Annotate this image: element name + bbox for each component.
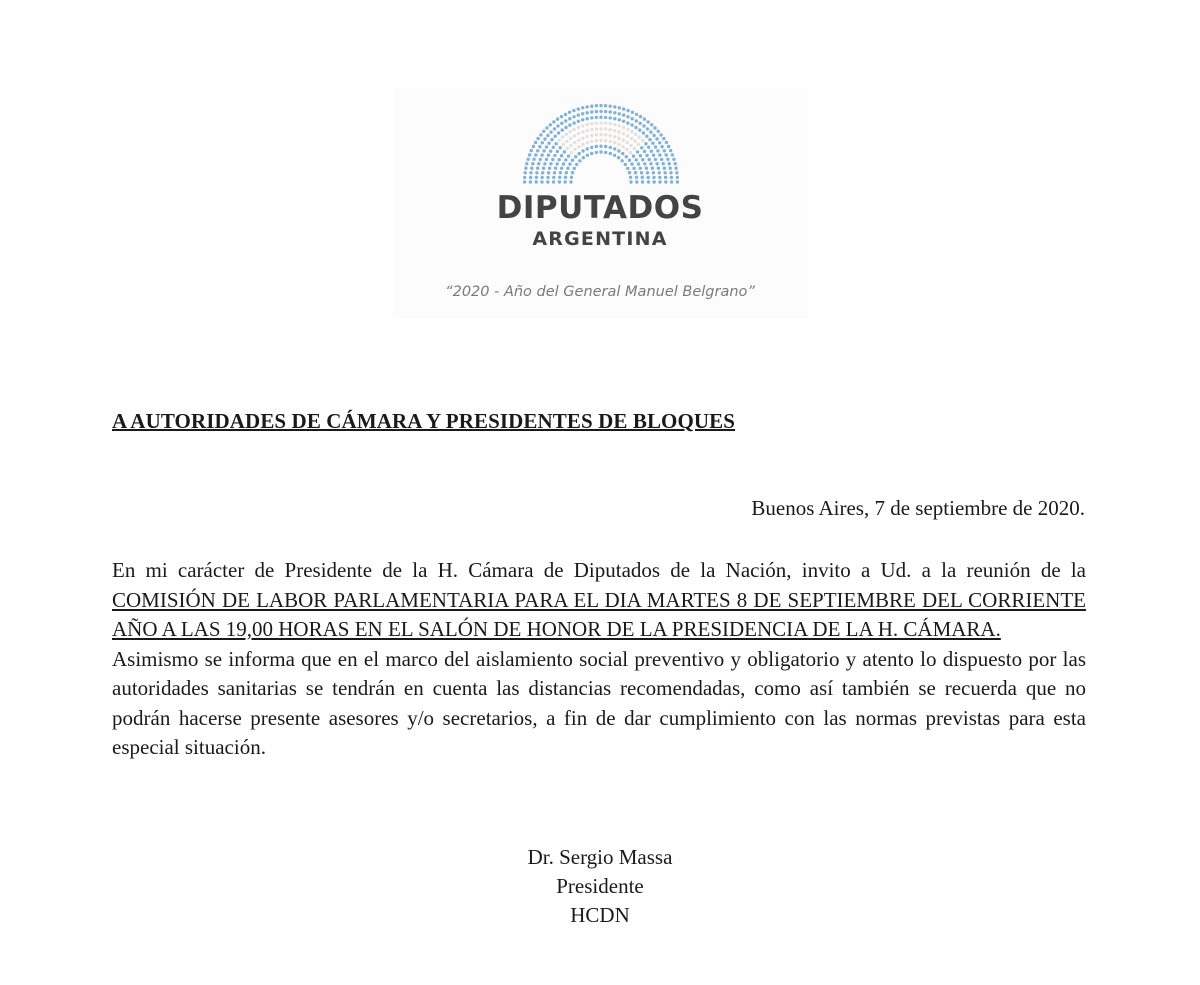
letter-body xyxy=(112,556,1086,763)
motto: “2020 - Año del General Manuel Belgrano” xyxy=(445,284,755,300)
parliament-hemicycle-logo-icon xyxy=(522,100,680,184)
signatory-title: Presidente xyxy=(556,874,644,898)
signature-block xyxy=(0,843,1200,930)
paragraph-invitation xyxy=(112,556,1086,645)
signatory-name: Dr. Sergio Massa xyxy=(527,845,673,869)
document-heading: A AUTORIDADES DE CÁMARA Y PRESIDENTES DE BLOQUES xyxy=(112,409,736,433)
signatory-institution: HCDN xyxy=(570,903,630,927)
logo-name: DIPUTADOS xyxy=(496,190,704,226)
paragraph-notice: Asimismo se informa que en el marco del aislamiento social preventivo y obligatorio y atento lo dispuesto por las autoridades sanitarias se tendrán en cuenta las distancias recomendadas, como así también se recuerda que no podrán hacerse presente asesores y/o secretarios, a fin de dar cumplimiento con las normas previstas para esta especial situación. xyxy=(112,646,1086,759)
meeting-details: COMISIÓN DE LABOR PARLAMENTARIA PARA EL DIA MARTES 8 DE SEPTIEMBRE DEL CORRIENTE AÑO A LAS 19,00 HORAS EN EL SALÓN DE HONOR DE LA PRESIDENCIA DE LA H. CÁMARA. xyxy=(112,587,1086,641)
invitation-intro: En mi carácter de Presidente de la H. Cámara de Diputados de la Nación, invito a Ud. a la reunión de la xyxy=(112,558,1086,582)
date-line: Buenos Aires, 7 de septiembre de 2020. xyxy=(751,496,1085,520)
logo-subname: ARGENTINA xyxy=(532,228,668,250)
